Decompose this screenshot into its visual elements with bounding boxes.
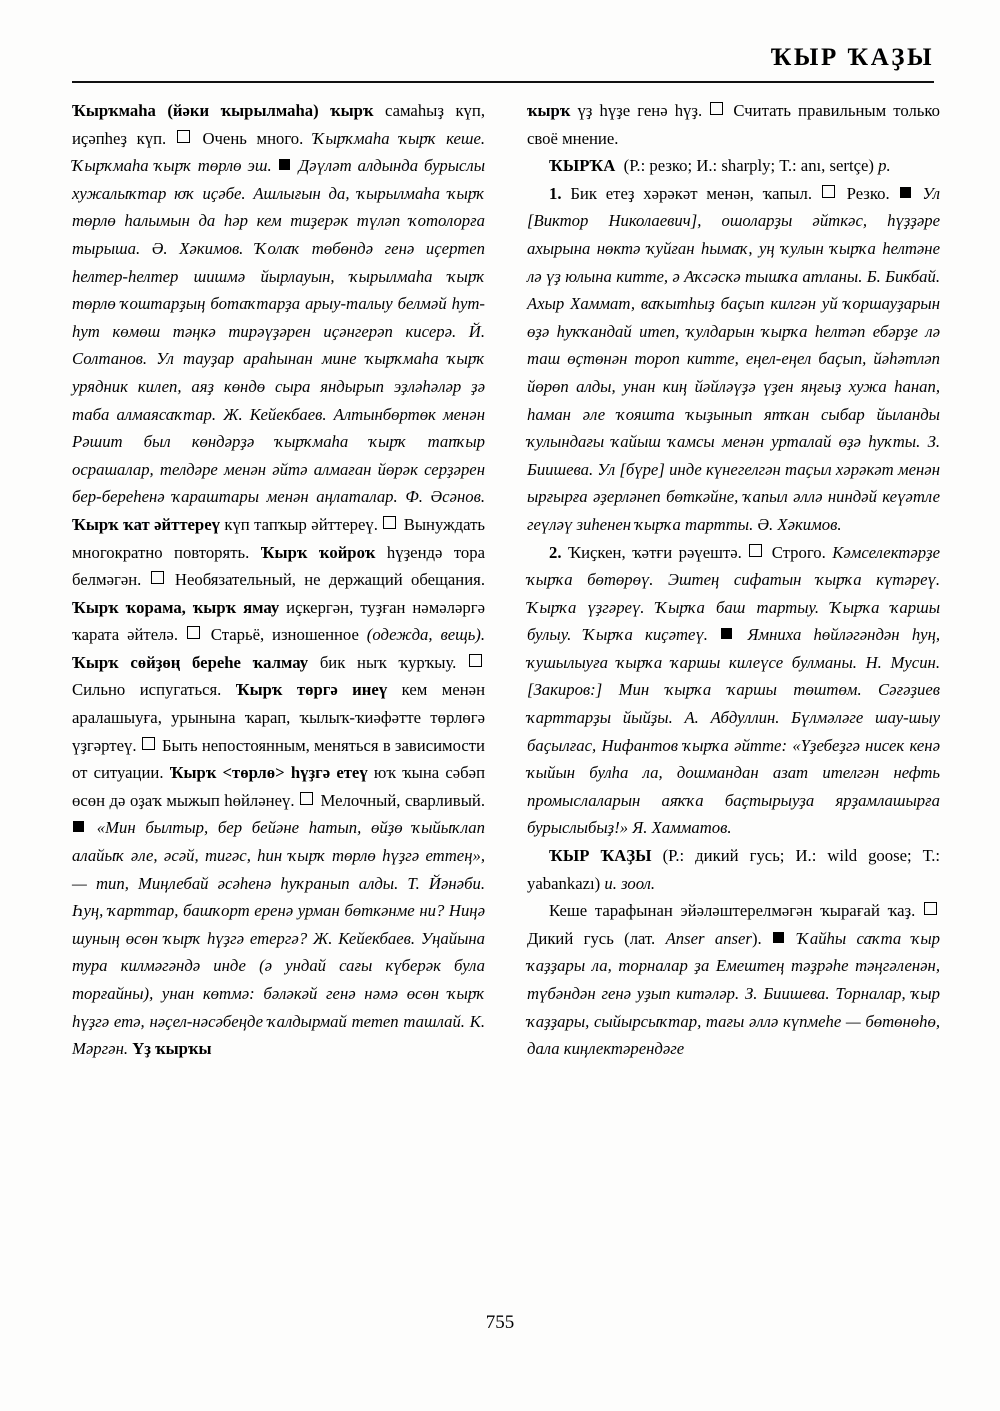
entry-headword: Ҡырҡ ҡорама, ҡырҡ ямау xyxy=(72,597,280,617)
entry-headword: Ҡырҡ <төрлө> һүҙгә етеү xyxy=(169,763,368,783)
sense-citations: Ямниха һөйләгәндән һуң, ҡушылыуға ҡырҡа ҡаршы килеүсе булманы. Н. Мусин. [Закиров:] Мин ҡырҡа ҡаршы төштөм. Сәғәҙиев ҡарттарҙы йыйҙы. А. Абдуллин. Бүлмәләге шау-шыу баҫылғас, Нифантов ҡырҡа әйтте: «Үҙебеҙгә нисек кенә ҡыйын булһа ла, дошмандан азат ителгән нефть промыслаларын аяҡҡа баҫтырыуҙа ярҙамлашырға бурыслыбыҙ!» Я. Хамматов. xyxy=(527,625,941,838)
open-square-marker-icon xyxy=(469,654,482,667)
page-number: 755 xyxy=(485,1312,515,1333)
entry-headword: ҠЫРҠА xyxy=(549,156,616,176)
entry-headword: Ҡырҡ сөйҙөң береһе ҡалмау xyxy=(72,652,309,672)
header-divider xyxy=(72,81,934,83)
open-square-marker-icon xyxy=(924,902,937,915)
entry-definition: самаһыҙ күп, иҫәпһеҙ күп. xyxy=(72,101,485,148)
filled-square-marker-icon xyxy=(773,932,784,943)
running-head-title: ҠЫР ҠАҘЫ xyxy=(770,44,934,71)
entry-definition: иҫкергән, туҙған нәмәләргә ҡарата әйтелә. xyxy=(72,597,485,645)
entry-definition: юҡ ҡына сәбәп өсөн дә оҙаҡ мыжып һөйләнеү. xyxy=(72,763,485,810)
sense-definition: Ҡиҫкен, ҡәтғи рәүештә. xyxy=(567,542,742,562)
entry-headword: Ҡырҡ ҡойроҡ xyxy=(260,542,376,562)
entry-kyr-kazy-body xyxy=(527,897,940,1063)
open-square-marker-icon xyxy=(383,516,396,529)
entry-equivalents: (Р.: резко; И.: sharply; Т.: anı, sertçe) xyxy=(623,156,874,176)
entry-kyrka xyxy=(527,152,940,180)
entry-headword: Ҡырҡмаһа (йәки ҡырылмаһа) ҡырҡ xyxy=(72,101,374,120)
entry-gloss-russian: Дикий гусь (лат. xyxy=(527,928,656,948)
entry-headword: ҠЫР ҠАҘЫ xyxy=(549,846,652,866)
entry-citations: Дәүләт алдында бурыслы хужалыҡтар юҡ иҫәбе. Ашлығын да, ҡырылмаһа ҡырҡ төрлө һалымын да һәр кем тиҙерәк түләп ҡотолорға тырыша. Ә. Хәкимов. Ҡолаҡ төбөндә генә иҫертеп һелтер-һелтер шишмә йырлауын, ҡырылмаһа ҡырҡ төрлө ҡоштарҙың ботаҡтарҙа арыу-талыу белмәй һут-һут көмөш тәңкә тирәүҙәрен иҫәнгерәп кисерә. Й. Солтанов. Ул тауҙар араһынан мине ҡырҡмаһа ҡырҡ урядник килеп, аяҙ көндө сыра яндырып эҙләһәләр ҙә таба алмаясаҡтар. Ж. Кейекбаев. Алтынбөртөк менән Рәшит был көндәрҙә ҡырҡмаһа ҡырҡ тапҡыр осрашалар, телдәре менән әйтә алмаған йөрәк серҙәрен бер-береһенә ҡараштары менән аңлаталар. Ф. Әсәнов. xyxy=(72,156,486,507)
sense-number: 2. xyxy=(549,542,562,562)
entry-definition: үҙ һүҙе генә һүҙ. xyxy=(577,101,703,120)
entry-definition: күп тапҡыр әйттереү. xyxy=(224,514,378,534)
sense-definition: Бик етеҙ хәрәкәт менән, ҡапыл. xyxy=(570,183,813,203)
sense-gloss-russian: Строго. xyxy=(771,542,826,562)
filled-square-marker-icon xyxy=(900,187,911,198)
running-head xyxy=(72,44,934,84)
entry-definition: һүҙендә тора белмәгән. xyxy=(72,542,486,590)
entry-gloss-russian: Мелочный, сварливый. xyxy=(320,790,486,810)
sense-gloss-russian: Резко. xyxy=(846,183,890,203)
sense-number: 1. xyxy=(549,183,562,203)
sense-examples: Кәмселектәрҙе ҡырҡа бөтөрөү. Эштең сифатын ҡырҡа күтәреү. Ҡырҡа үҙгәреү. Ҡырҡа баш тартыу. Ҡырҡа ҡаршы булыу. Ҡырҡа киҫәтеү. xyxy=(527,542,941,645)
entry-gloss-russian: Считать правильным только своё мнение. xyxy=(527,101,941,148)
entry-gloss-tail: ). xyxy=(751,928,762,948)
column-right xyxy=(527,97,940,1063)
entry-citations: Ҡайһы саҡта ҡыр ҡаҙҙары ла, торналар ҙа Емештең тәҙрәһе тәңгәленән, түбәндән генә уҙып китәләр. З. Биишева. Торналар, ҡыр ҡаҙҙары, сыйырсыҡтар, тағы әллә күпмеһе — бөтөнөһө, дала киңлектәрендәге xyxy=(527,928,941,1059)
entry-headword-fragment: Үҙ ҡырҡы xyxy=(132,1039,212,1059)
entry-gloss-russian: Вынуждать многократно повторять. xyxy=(72,514,485,562)
text-columns xyxy=(72,97,940,1063)
entry-grammar-label: и. зоол. xyxy=(604,873,656,893)
filled-square-marker-icon xyxy=(279,159,290,170)
entry-examples: Ҡырҡмаһа ҡырҡ кеше. Ҡырҡмаһа ҡырҡ төрлө эш. xyxy=(72,128,486,176)
entry-grammar-label: р. xyxy=(878,156,891,176)
open-square-marker-icon xyxy=(142,737,155,750)
entry-headword: Ҡырҡ ҡат әйттереү xyxy=(72,514,220,534)
column-left xyxy=(72,97,485,1063)
sense-citations: Ул [Виктор Николаевич], ошоларҙы әйткәс, һүҙҙәре ахырына нөктә ҡуйған һымаҡ, уң ҡулын ҡырҡа һелтәне лә үҙ юлына китте, ә Аҡсәскә тышҡа атланы. Б. Бикбай. Ахыр Хаммат, ваҡытһыҙ баҫып килгән уй ҡоршауҙарын өҙә һуҡҡандай итеп, ҡулдарын ҡырҡа һелтәп ебәрҙе лә таш өҫтөнән тороп китте, еңел-еңел баҫып, йәһәтләп йөрөп алды, унан киң йәйләүҙә үҙен яңғыҙ хужа һанап, һаман әле ҡояшта ҡыҙынып ятҡан сыбар йыланды ҡулындағы ҡайыш ҡамсы менән урталай өҙә һуҡты. З. Биишева. Ул [бүре] инде күнегелгән таҫыл хәрәкәт менән ырғырға әҙерләнеп бөткәйне, ҡапыл әллә ниндәй кеүәтле геүләү зиһенен ҡырҡа тартты. Ә. Хәкимов. xyxy=(527,183,940,534)
open-square-marker-icon xyxy=(177,130,190,143)
entry-headword: Ҡырҡ төргә инеү xyxy=(235,680,388,700)
entry-gloss-qualifier: (одежда, вещь). xyxy=(366,625,486,645)
filled-square-marker-icon xyxy=(73,821,84,832)
entry-headword-continuation: ҡырҡ xyxy=(527,101,571,120)
open-square-marker-icon xyxy=(749,544,762,557)
entry-gloss-russian: Очень много. xyxy=(202,128,304,148)
entry-uz-kyrky-continuation xyxy=(527,97,940,152)
entry-gloss-russian: Быть непостоянным, меняться в зависимости от ситуации. xyxy=(72,735,485,783)
entry-equivalents: (Р.: дикий гусь; И.: wild goose; Т.: yabankazı) xyxy=(527,846,941,893)
open-square-marker-icon xyxy=(300,792,313,805)
entry-definition: Кеше тарафынан эйәләштерелмәгән ҡырағай ҡаҙ. xyxy=(549,901,916,921)
entry-gloss-russian: Необязательный, не держащий обещания. xyxy=(174,570,486,590)
entry-citations: «Мин былтыр, бер бейәне һатып, өйҙө ҡыйыҡлап алайыҡ әле, әсәй, тигәс, һин ҡырҡ төрлө һүҙгә еттең», — тип, Миңлебай әсәһенә һуҡранып алды. Т. Йәнәби. Һуң, ҡарттар, башҡорт еренә урман бөткәнме ни? Ниңә шуның өсөн ҡырҡ һүҙгә етергә? Ж. Кейекбаев. Уңайына тура килмәгәндә инде (ә ундай сағы күберәк була торғайны), унан көтмә: бәләкәй генә нәмә өсөн ҡырҡ һүҙгә етә, нәҫел-нәсәбеңде ҡалдырмай тетеп ташлай. К. Мәргән. xyxy=(72,818,485,1059)
open-square-marker-icon xyxy=(187,626,200,639)
open-square-marker-icon xyxy=(822,185,835,198)
open-square-marker-icon xyxy=(151,571,164,584)
entry-gloss-russian: Старьё, изношенное xyxy=(210,625,359,645)
entry-gloss-russian: Сильно испугаться. xyxy=(72,680,222,700)
filled-square-marker-icon xyxy=(721,628,732,639)
entry-kyrkmaha xyxy=(72,97,485,1063)
entry-gloss-latin: Anser anser xyxy=(665,928,752,948)
entry-definition: кем менән аралашыуға, урынына ҡарап, ҡылыҡ-ҡиәфәтте төрлөгә үҙгәртеү. xyxy=(72,680,485,755)
entry-kyrka-sense-2 xyxy=(527,539,940,843)
open-square-marker-icon xyxy=(710,102,723,115)
entry-definition: бик ныҡ ҡурҡыу. xyxy=(319,652,457,672)
entry-kyr-kazy xyxy=(527,842,940,897)
entry-kyrka-sense-1 xyxy=(527,180,940,539)
